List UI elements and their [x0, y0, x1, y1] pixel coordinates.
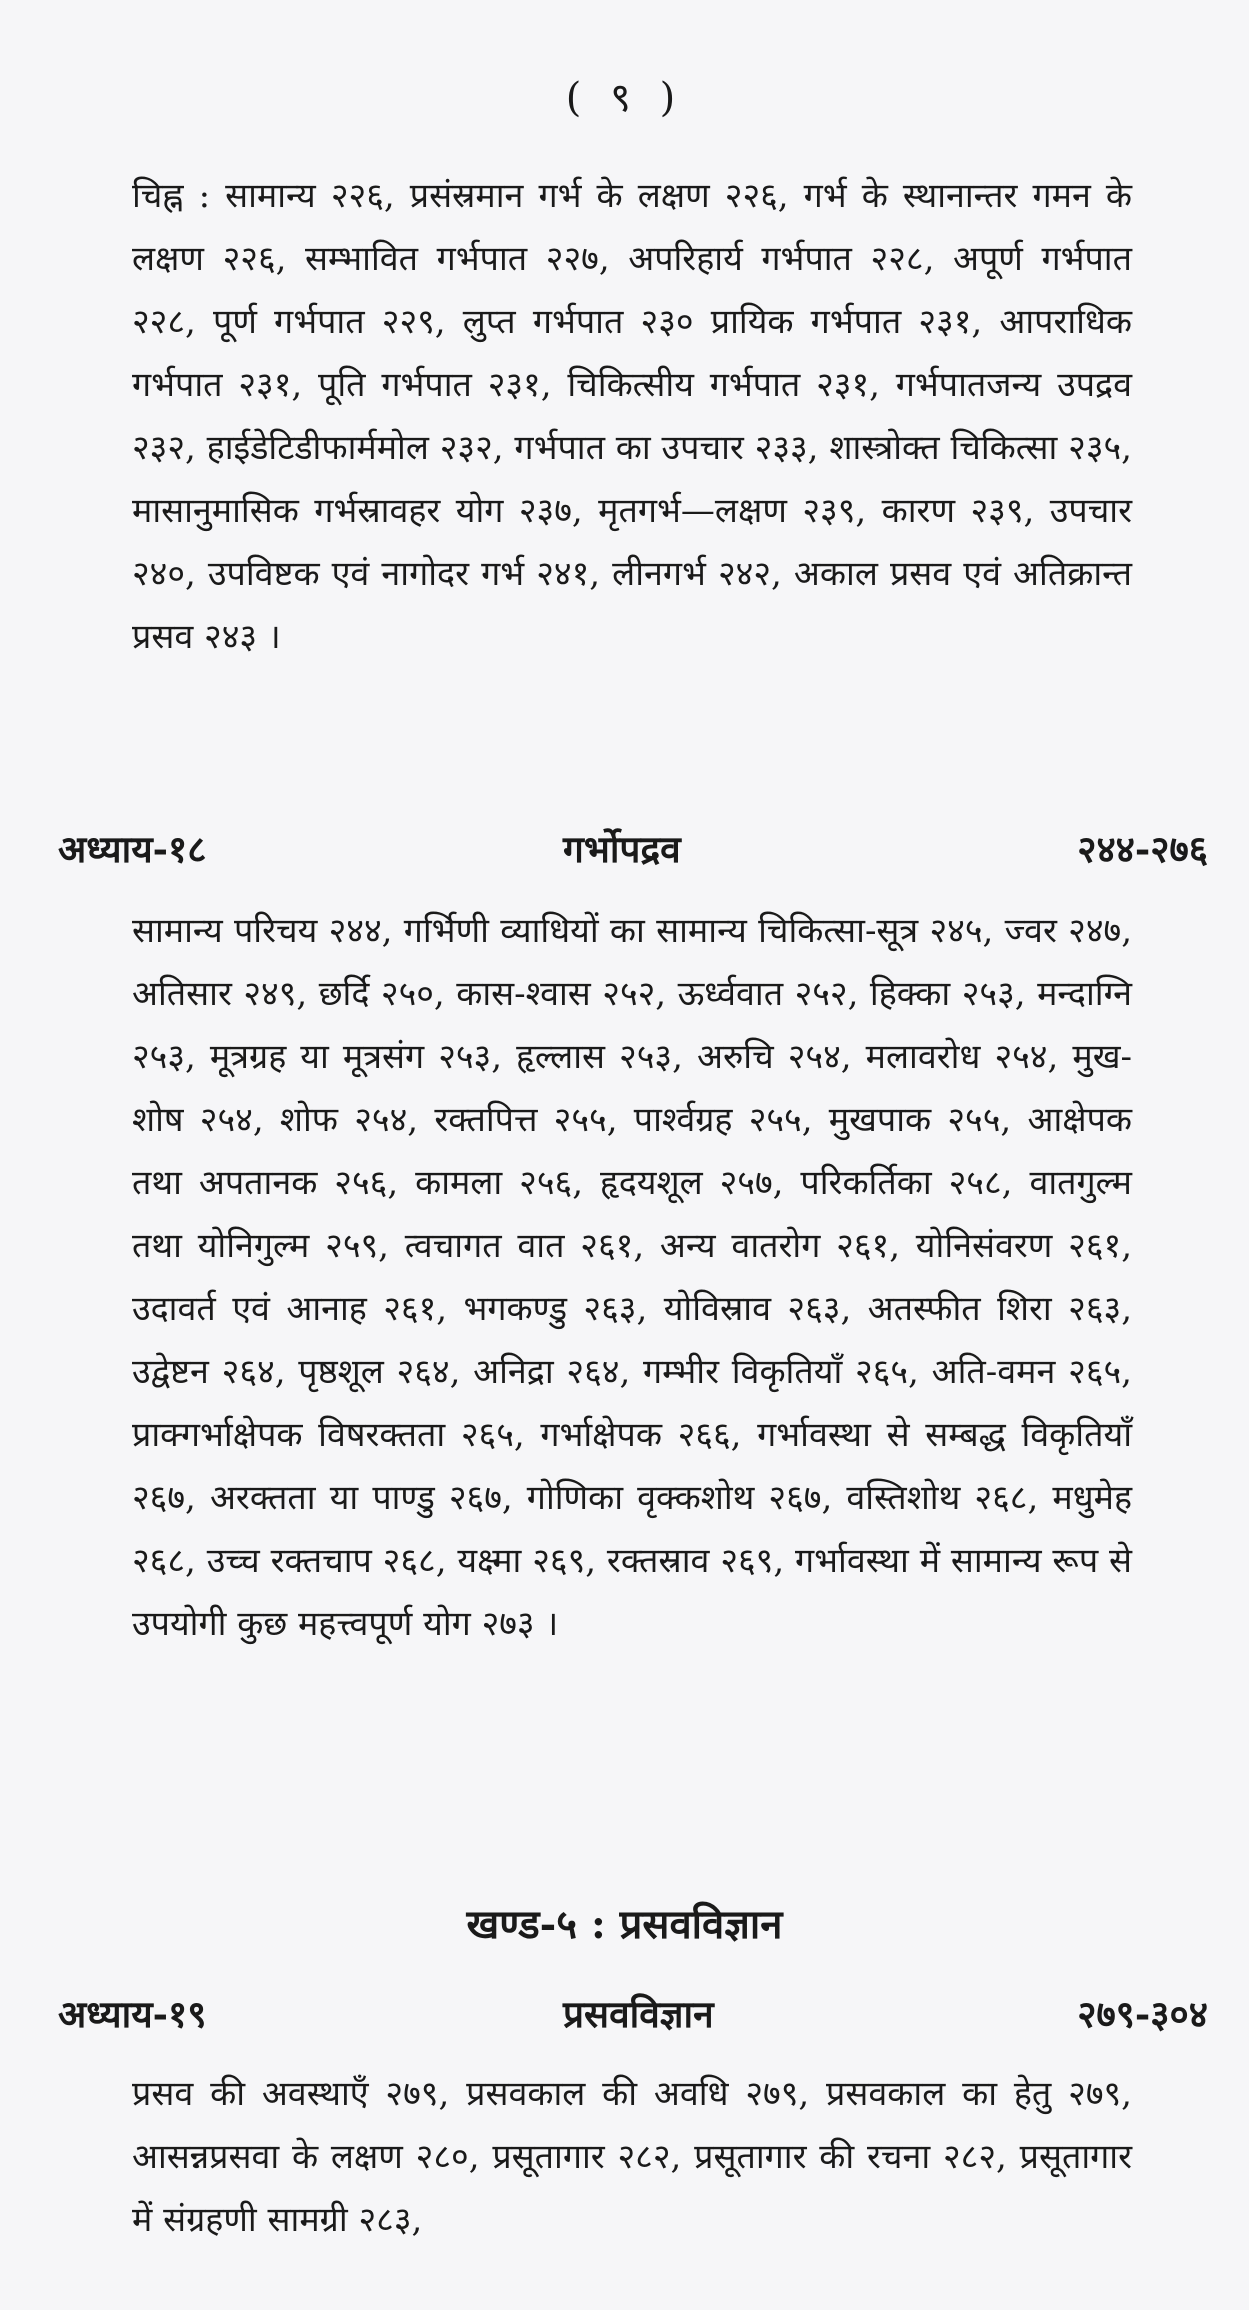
toc-entries-chapter-19: प्रसव की अवस्थाएँ २७९, प्रसवकाल की अवधि २७९, प्रसवकाल का हेतु २७९, आसन्नप्रसवा के लक्षण २८०, प्रसूतागार २८२, प्रसूतागार की रचना २८२, प्रसूतागार में संग्रहणी सामग्री २८३, [132, 2074, 1132, 2240]
chapter-title: गर्भोपद्रव [563, 827, 681, 871]
chapter-page-range: २४४-२७६ [1077, 827, 1208, 871]
chapter-page-range: २७९-३०४ [1077, 1992, 1208, 2036]
toc-entries-block: चिह्न : सामान्य २२६, प्रसंस्रमान गर्भ के लक्षण २२६, गर्भ के स्थानान्तर गमन के लक्षण २२६, सम्भावित गर्भपात २२७, अपरिहार्य गर्भपात २२८, अपूर्ण गर्भपात २२८, पूर्ण गर्भपात २२९, लुप्त गर्भपात २३० प्रायिक गर्भपात २३१, आपराधिक गर्भपात २३१, पूति गर्भपात २३१, चिकित्सीय गर्भपात २३१, गर्भपातजन्य उपद्रव २३२, हाईडेटिडीफार्ममोल २३२, गर्भपात का उपचार २३३, शास्त्रोक्त चिकित्सा २३५, मासानुमासिक गर्भस्रावहर योग २३७, मृतगर्भ—लक्षण २३९, कारण २३९, उपचार २४०, उपविष्टक एवं नागोदर गर्भ २४१, लीनगर्भ २४२, अकाल प्रसव एवं अतिक्रान्त प्रसव २४३ । [132, 176, 1132, 657]
chapter-heading-19 [58, 1987, 1208, 2047]
chapter-heading-18 [58, 822, 1208, 882]
chapter-title: प्रसवविज्ञान [563, 1992, 714, 2036]
page-number: ( ९ ) [565, 75, 684, 121]
section-heading: खण्ड-५ : प्रसवविज्ञान [466, 1901, 783, 1948]
chapter-label: अध्याय-१९ [58, 1992, 207, 2036]
chapter-label: अध्याय-१८ [58, 827, 207, 871]
toc-entries-chapter-18: सामान्य परिचय २४४, गर्भिणी व्याधियों का सामान्य चिकित्सा-सूत्र २४५, ज्वर २४७, अतिसार २४९, छर्दि २५०, कास-श्वास २५२, ऊर्ध्ववात २५२, हिक्का २५३, मन्दाग्नि २५३, मूत्रग्रह या मूत्रसंग २५३, हृल्लास २५३, अरुचि २५४, मलावरोध २५४, मुख-शोष २५४, शोफ २५४, रक्तपित्त २५५, पार्श्वग्रह २५५, मुखपाक २५५, आक्षेपक तथा अपतानक २५६, कामला २५६, हृदयशूल २५७, परिकर्तिका २५८, वातगुल्म तथा योनिगुल्म २५९, त्वचागत वात २६१, अन्य वातरोग २६१, योनिसंवरण २६१, उदावर्त एवं आनाह २६१, भगकण्डु २६३, योविस्राव २६३, अतस्फीत शिरा २६३, उद्वेष्टन २६४, पृष्ठशूल २६४, अनिद्रा २६४, गम्भीर विकृतियाँ २६५, अति-वमन २६५, प्राक्गर्भाक्षेपक विषरक्तता २६५, गर्भाक्षेपक २६६, गर्भावस्था से सम्बद्ध विकृतियाँ २६७, अरक्तता या पाण्डु २६७, गोणिका वृक्कशोथ २६७, वस्तिशोथ २६८, मधुमेह २६८, उच्च रक्तचाप २६८, यक्ष्मा २६९, रक्तस्राव २६९, गर्भावस्था में सामान्य रूप से उपयोगी कुछ महत्त्वपूर्ण योग २७३ । [132, 911, 1132, 1644]
